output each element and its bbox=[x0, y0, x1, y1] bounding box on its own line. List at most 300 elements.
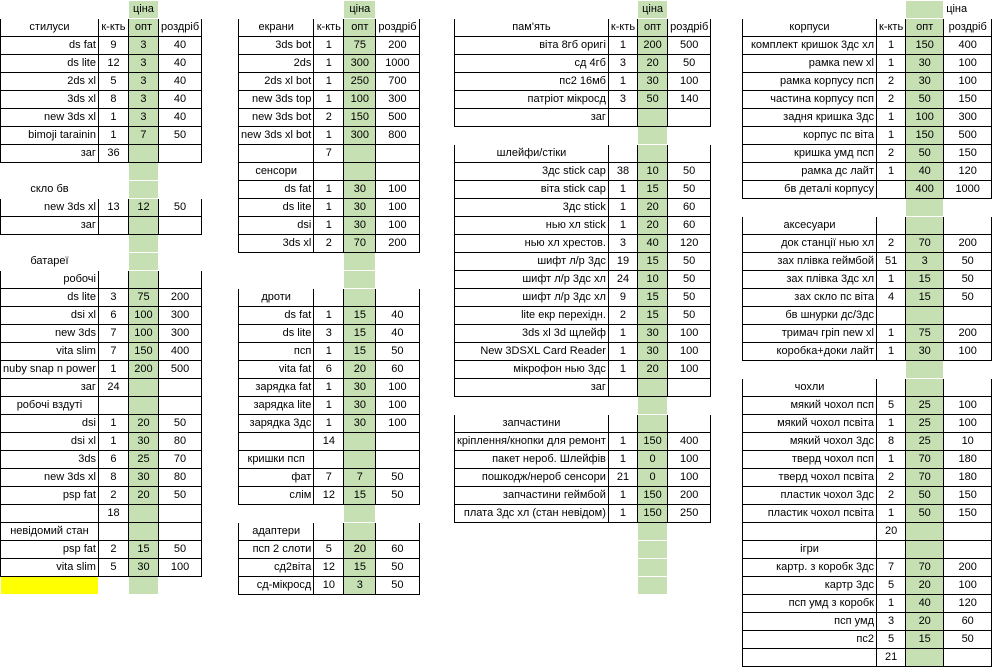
retail-cell[interactable] bbox=[668, 523, 711, 541]
wholesale-cell[interactable] bbox=[638, 415, 668, 433]
column-header[interactable]: роздріб bbox=[668, 19, 711, 37]
quantity-cell[interactable] bbox=[608, 109, 637, 127]
wholesale-cell[interactable]: 15 bbox=[128, 541, 158, 559]
quantity-cell[interactable]: 3 bbox=[608, 235, 637, 253]
item-name-cell[interactable]: рамка дс лайт bbox=[743, 163, 877, 181]
empty-cell[interactable] bbox=[455, 1, 609, 19]
retail-cell[interactable]: 300 bbox=[158, 307, 201, 325]
price-label[interactable]: ціна bbox=[344, 1, 376, 19]
wholesale-cell[interactable] bbox=[128, 271, 158, 289]
quantity-cell[interactable]: 1 bbox=[608, 343, 637, 361]
quantity-cell[interactable]: 9 bbox=[608, 289, 637, 307]
item-name-cell[interactable]: фат bbox=[239, 469, 314, 487]
item-name-cell[interactable]: зарядка 3дс bbox=[239, 415, 314, 433]
wholesale-cell[interactable]: 50 bbox=[906, 145, 944, 163]
retail-cell[interactable]: 100 bbox=[944, 343, 992, 361]
wholesale-cell[interactable] bbox=[638, 577, 668, 595]
item-name-cell[interactable]: ds fat bbox=[1, 37, 99, 55]
retail-cell[interactable]: 50 bbox=[668, 163, 711, 181]
quantity-cell[interactable]: 1 bbox=[608, 37, 637, 55]
wholesale-cell[interactable]: 12 bbox=[128, 199, 158, 217]
wholesale-cell[interactable]: 30 bbox=[344, 415, 376, 433]
quantity-cell[interactable]: 1 bbox=[877, 271, 906, 289]
quantity-cell[interactable] bbox=[608, 577, 637, 595]
item-name-cell[interactable] bbox=[455, 523, 609, 541]
retail-cell[interactable]: 50 bbox=[376, 577, 419, 595]
wholesale-cell[interactable] bbox=[638, 127, 668, 145]
retail-cell[interactable] bbox=[376, 253, 419, 271]
wholesale-cell[interactable]: 20 bbox=[906, 613, 944, 631]
retail-cell[interactable]: 40 bbox=[158, 73, 201, 91]
wholesale-cell[interactable]: 15 bbox=[906, 271, 944, 289]
retail-cell[interactable]: 1000 bbox=[376, 55, 419, 73]
wholesale-cell[interactable]: 50 bbox=[638, 91, 668, 109]
quantity-cell[interactable]: 6 bbox=[98, 451, 128, 469]
item-name-cell[interactable]: ігри bbox=[743, 541, 877, 559]
retail-cell[interactable]: 100 bbox=[668, 325, 711, 343]
wholesale-cell[interactable]: 0 bbox=[638, 469, 668, 487]
retail-cell[interactable]: 500 bbox=[158, 361, 201, 379]
item-name-cell[interactable]: нью хл хрестов. bbox=[455, 235, 609, 253]
wholesale-cell[interactable]: 30 bbox=[128, 469, 158, 487]
item-name-cell[interactable]: корпус пс віта bbox=[743, 127, 877, 145]
quantity-cell[interactable] bbox=[608, 541, 637, 559]
retail-cell[interactable]: 100 bbox=[668, 343, 711, 361]
item-name-cell[interactable]: заг bbox=[1, 145, 99, 163]
quantity-cell[interactable]: 8 bbox=[98, 469, 128, 487]
retail-cell[interactable]: 50 bbox=[158, 487, 201, 505]
wholesale-cell[interactable] bbox=[344, 289, 376, 307]
wholesale-cell[interactable] bbox=[906, 217, 944, 235]
quantity-cell[interactable]: 1 bbox=[608, 325, 637, 343]
retail-cell[interactable]: 150 bbox=[944, 505, 992, 523]
wholesale-cell[interactable]: 30 bbox=[906, 343, 944, 361]
quantity-cell[interactable]: 10 bbox=[314, 577, 344, 595]
retail-cell[interactable]: 70 bbox=[158, 451, 201, 469]
retail-cell[interactable] bbox=[944, 541, 992, 559]
item-name-cell[interactable]: dsi bbox=[239, 217, 314, 235]
item-name-cell[interactable] bbox=[239, 505, 314, 523]
quantity-cell[interactable]: 21 bbox=[608, 469, 637, 487]
item-name-cell[interactable]: рамка корпусу псп bbox=[743, 73, 877, 91]
item-name-cell[interactable]: зарядка fat bbox=[239, 379, 314, 397]
item-name-cell[interactable]: psp fat bbox=[1, 487, 99, 505]
retail-cell[interactable]: 50 bbox=[668, 289, 711, 307]
retail-cell[interactable]: 700 bbox=[376, 73, 419, 91]
wholesale-cell[interactable]: 50 bbox=[906, 487, 944, 505]
item-name-cell[interactable]: запчастини bbox=[455, 415, 609, 433]
wholesale-cell[interactable]: 40 bbox=[906, 163, 944, 181]
retail-cell[interactable]: 400 bbox=[158, 343, 201, 361]
retail-cell[interactable]: 50 bbox=[376, 469, 419, 487]
retail-cell[interactable] bbox=[668, 415, 711, 433]
wholesale-cell[interactable]: 300 bbox=[344, 55, 376, 73]
empty-cell[interactable] bbox=[877, 1, 906, 19]
wholesale-cell[interactable] bbox=[906, 199, 944, 217]
wholesale-cell[interactable]: 50 bbox=[906, 91, 944, 109]
quantity-cell[interactable] bbox=[877, 199, 906, 217]
quantity-cell[interactable]: 4 bbox=[877, 289, 906, 307]
quantity-cell[interactable]: 36 bbox=[98, 145, 128, 163]
wholesale-cell[interactable] bbox=[128, 577, 158, 595]
quantity-cell[interactable] bbox=[877, 181, 906, 199]
retail-cell[interactable]: 400 bbox=[944, 37, 992, 55]
wholesale-cell[interactable] bbox=[344, 271, 376, 289]
quantity-cell[interactable]: 1 bbox=[314, 415, 344, 433]
item-name-cell[interactable]: невідомий стан bbox=[1, 523, 99, 541]
wholesale-cell[interactable]: 7 bbox=[344, 469, 376, 487]
column-header[interactable]: опт bbox=[128, 19, 158, 37]
empty-cell[interactable] bbox=[158, 1, 201, 19]
item-name-cell[interactable]: шифт л/р 3дс хл bbox=[455, 271, 609, 289]
item-name-cell[interactable]: new 3ds xl bbox=[1, 109, 99, 127]
item-name-cell[interactable]: New 3DSXL Card Reader bbox=[455, 343, 609, 361]
wholesale-cell[interactable]: 150 bbox=[344, 109, 376, 127]
wholesale-cell[interactable] bbox=[906, 361, 944, 379]
quantity-cell[interactable]: 8 bbox=[98, 91, 128, 109]
quantity-cell[interactable]: 1 bbox=[314, 307, 344, 325]
item-name-cell[interactable]: new 3ds bbox=[1, 325, 99, 343]
quantity-cell[interactable] bbox=[608, 127, 637, 145]
quantity-cell[interactable]: 1 bbox=[608, 181, 637, 199]
retail-cell[interactable]: 300 bbox=[158, 325, 201, 343]
item-name-cell[interactable]: кріплення/кнопки для ремонт bbox=[455, 433, 609, 451]
retail-cell[interactable]: 100 bbox=[668, 361, 711, 379]
retail-cell[interactable]: 50 bbox=[376, 343, 419, 361]
retail-cell[interactable] bbox=[158, 271, 201, 289]
item-name-cell[interactable]: шифт л/р 3дс bbox=[455, 253, 609, 271]
wholesale-cell[interactable]: 3 bbox=[128, 91, 158, 109]
wholesale-cell[interactable]: 10 bbox=[638, 163, 668, 181]
retail-cell[interactable]: 80 bbox=[158, 433, 201, 451]
wholesale-cell[interactable]: 15 bbox=[344, 343, 376, 361]
empty-cell[interactable] bbox=[239, 1, 314, 19]
wholesale-cell[interactable]: 3 bbox=[128, 55, 158, 73]
item-name-cell[interactable] bbox=[239, 433, 314, 451]
item-name-cell[interactable]: 3дс stick bbox=[455, 199, 609, 217]
item-name-cell[interactable] bbox=[1, 505, 99, 523]
wholesale-cell[interactable]: 0 bbox=[638, 451, 668, 469]
retail-cell[interactable] bbox=[944, 361, 992, 379]
item-name-cell[interactable]: 3ds xl bbox=[239, 235, 314, 253]
quantity-cell[interactable]: 13 bbox=[98, 199, 128, 217]
quantity-cell[interactable] bbox=[608, 415, 637, 433]
wholesale-cell[interactable]: 200 bbox=[638, 37, 668, 55]
quantity-cell[interactable]: 2 bbox=[877, 487, 906, 505]
quantity-cell[interactable]: 1 bbox=[877, 595, 906, 613]
retail-cell[interactable]: 50 bbox=[668, 55, 711, 73]
wholesale-cell[interactable]: 15 bbox=[906, 631, 944, 649]
quantity-cell[interactable]: 1 bbox=[314, 217, 344, 235]
quantity-cell[interactable] bbox=[98, 163, 128, 181]
retail-cell[interactable]: 80 bbox=[158, 469, 201, 487]
item-name-cell[interactable]: бв шнурки дс/3дс bbox=[743, 307, 877, 325]
item-name-cell[interactable] bbox=[455, 577, 609, 595]
wholesale-cell[interactable] bbox=[128, 181, 158, 199]
retail-cell[interactable]: 40 bbox=[158, 91, 201, 109]
quantity-cell[interactable]: 1 bbox=[608, 73, 637, 91]
column-header[interactable]: опт bbox=[906, 19, 944, 37]
item-name-cell[interactable]: зах скло пс віта bbox=[743, 289, 877, 307]
quantity-cell[interactable]: 2 bbox=[98, 487, 128, 505]
quantity-cell[interactable] bbox=[98, 181, 128, 199]
item-name-cell[interactable]: заг bbox=[455, 109, 609, 127]
item-name-cell[interactable]: віта stick cap bbox=[455, 181, 609, 199]
retail-cell[interactable]: 50 bbox=[376, 559, 419, 577]
retail-cell[interactable]: 100 bbox=[668, 73, 711, 91]
wholesale-cell[interactable]: 30 bbox=[344, 379, 376, 397]
item-name-cell[interactable]: 2ds xl bbox=[1, 73, 99, 91]
quantity-cell[interactable] bbox=[98, 271, 128, 289]
wholesale-cell[interactable] bbox=[638, 523, 668, 541]
quantity-cell[interactable]: 1 bbox=[314, 55, 344, 73]
retail-cell[interactable] bbox=[158, 379, 201, 397]
retail-cell[interactable] bbox=[944, 307, 992, 325]
item-name-cell[interactable]: сд2віта bbox=[239, 559, 314, 577]
column-header[interactable]: роздріб bbox=[158, 19, 201, 37]
item-name-cell[interactable]: ds lite bbox=[1, 289, 99, 307]
retail-cell[interactable] bbox=[376, 163, 419, 181]
wholesale-cell[interactable] bbox=[638, 397, 668, 415]
item-name-cell[interactable]: батареї bbox=[30, 255, 69, 267]
item-name-cell[interactable]: psp fat bbox=[1, 541, 99, 559]
retail-cell[interactable]: 250 bbox=[668, 505, 711, 523]
retail-cell[interactable]: 200 bbox=[944, 325, 992, 343]
wholesale-cell[interactable]: 25 bbox=[906, 415, 944, 433]
wholesale-cell[interactable] bbox=[128, 397, 158, 415]
item-name-cell[interactable]: зарядка lite bbox=[239, 397, 314, 415]
wholesale-cell[interactable]: 15 bbox=[344, 325, 376, 343]
quantity-cell[interactable]: 12 bbox=[314, 559, 344, 577]
quantity-cell[interactable] bbox=[314, 271, 344, 289]
quantity-cell[interactable]: 1 bbox=[98, 415, 128, 433]
retail-cell[interactable] bbox=[158, 235, 201, 253]
empty-cell[interactable] bbox=[376, 1, 419, 19]
retail-cell[interactable]: 50 bbox=[158, 127, 201, 145]
wholesale-cell[interactable]: 75 bbox=[906, 325, 944, 343]
wholesale-cell[interactable]: 15 bbox=[344, 559, 376, 577]
quantity-cell[interactable] bbox=[608, 523, 637, 541]
item-name-cell[interactable]: частина корпусу псп bbox=[743, 91, 877, 109]
retail-cell[interactable]: 50 bbox=[668, 307, 711, 325]
column-header[interactable]: роздріб bbox=[944, 19, 992, 37]
quantity-cell[interactable] bbox=[314, 289, 344, 307]
item-name-cell[interactable]: пс2 16мб bbox=[455, 73, 609, 91]
item-name-cell[interactable]: сд-мікросд bbox=[239, 577, 314, 595]
wholesale-cell[interactable]: 15 bbox=[344, 307, 376, 325]
item-name-cell[interactable]: робочі bbox=[1, 271, 99, 289]
retail-cell[interactable]: 500 bbox=[944, 127, 992, 145]
retail-cell[interactable]: 100 bbox=[944, 397, 992, 415]
retail-cell[interactable]: 100 bbox=[668, 469, 711, 487]
quantity-cell[interactable]: 2 bbox=[314, 235, 344, 253]
retail-cell[interactable]: 120 bbox=[944, 595, 992, 613]
item-name-cell[interactable] bbox=[455, 397, 609, 415]
retail-cell[interactable]: 100 bbox=[944, 55, 992, 73]
wholesale-cell[interactable]: 150 bbox=[638, 487, 668, 505]
wholesale-cell[interactable] bbox=[128, 235, 158, 253]
empty-cell[interactable] bbox=[1, 1, 99, 19]
retail-cell[interactable]: 60 bbox=[376, 541, 419, 559]
retail-cell[interactable] bbox=[668, 145, 711, 163]
quantity-cell[interactable]: 1 bbox=[608, 487, 637, 505]
quantity-cell[interactable]: 51 bbox=[877, 253, 906, 271]
item-name-cell[interactable]: 3ds xl 3d щлейф bbox=[455, 325, 609, 343]
column-header[interactable]: корпуси bbox=[743, 19, 877, 37]
wholesale-cell[interactable]: 30 bbox=[128, 559, 158, 577]
item-name-cell[interactable]: шлейфи/стіки bbox=[455, 145, 609, 163]
retail-cell[interactable]: 40 bbox=[376, 325, 419, 343]
quantity-cell[interactable]: 1 bbox=[877, 415, 906, 433]
quantity-cell[interactable]: 8 bbox=[877, 433, 906, 451]
wholesale-cell[interactable] bbox=[128, 505, 158, 523]
retail-cell[interactable] bbox=[158, 253, 201, 271]
quantity-cell[interactable]: 1 bbox=[608, 199, 637, 217]
wholesale-cell[interactable] bbox=[128, 163, 158, 181]
item-name-cell[interactable]: мякий чохол псвіта bbox=[743, 415, 877, 433]
wholesale-cell[interactable] bbox=[128, 217, 158, 235]
wholesale-cell[interactable]: 200 bbox=[128, 361, 158, 379]
wholesale-cell[interactable]: 20 bbox=[128, 415, 158, 433]
retail-cell[interactable] bbox=[376, 451, 419, 469]
quantity-cell[interactable]: 3 bbox=[314, 325, 344, 343]
empty-cell[interactable] bbox=[608, 1, 637, 19]
item-name-cell[interactable]: зах плівка геймбой bbox=[743, 253, 877, 271]
wholesale-cell[interactable]: 15 bbox=[906, 289, 944, 307]
item-name-cell[interactable]: заг bbox=[1, 379, 99, 397]
wholesale-cell[interactable]: 150 bbox=[906, 37, 944, 55]
wholesale-cell[interactable]: 40 bbox=[638, 235, 668, 253]
quantity-cell[interactable] bbox=[608, 145, 637, 163]
item-name-cell[interactable]: bimoji tarainin bbox=[1, 127, 99, 145]
quantity-cell[interactable]: 1 bbox=[314, 37, 344, 55]
item-name-cell[interactable]: new 3ds top bbox=[239, 91, 314, 109]
column-header[interactable]: стилуси bbox=[1, 19, 99, 37]
retail-cell[interactable]: 300 bbox=[944, 109, 992, 127]
quantity-cell[interactable]: 20 bbox=[877, 523, 906, 541]
wholesale-cell[interactable]: 30 bbox=[906, 55, 944, 73]
quantity-cell[interactable]: 1 bbox=[608, 217, 637, 235]
retail-cell[interactable]: 50 bbox=[944, 289, 992, 307]
quantity-cell[interactable]: 7 bbox=[314, 145, 344, 163]
quantity-cell[interactable]: 1 bbox=[98, 361, 128, 379]
wholesale-cell[interactable]: 300 bbox=[344, 127, 376, 145]
item-name-cell[interactable]: 2ds bbox=[239, 55, 314, 73]
quantity-cell[interactable]: 3 bbox=[877, 613, 906, 631]
quantity-cell[interactable]: 5 bbox=[877, 631, 906, 649]
empty-cell[interactable] bbox=[906, 1, 944, 19]
quantity-cell[interactable]: 1 bbox=[608, 433, 637, 451]
quantity-cell[interactable]: 7 bbox=[98, 325, 128, 343]
wholesale-cell[interactable]: 30 bbox=[344, 217, 376, 235]
item-name-cell[interactable]: адаптери bbox=[239, 523, 314, 541]
quantity-cell[interactable]: 1 bbox=[877, 343, 906, 361]
item-name-cell[interactable]: чохли bbox=[743, 379, 877, 397]
retail-cell[interactable]: 1000 bbox=[944, 181, 992, 199]
item-name-cell[interactable]: псп умд bbox=[743, 613, 877, 631]
quantity-cell[interactable] bbox=[98, 235, 128, 253]
wholesale-cell[interactable] bbox=[344, 505, 376, 523]
item-name-cell[interactable] bbox=[239, 145, 314, 163]
empty-cell[interactable] bbox=[743, 1, 877, 19]
quantity-cell[interactable]: 2 bbox=[877, 91, 906, 109]
item-name-cell[interactable]: new 3ds xl bbox=[1, 199, 99, 217]
item-name-cell[interactable]: пошкодж/нероб сенсори bbox=[455, 469, 609, 487]
wholesale-cell[interactable]: 100 bbox=[344, 91, 376, 109]
item-name-cell[interactable]: коробка+доки лайт bbox=[743, 343, 877, 361]
item-name-cell[interactable]: псп bbox=[239, 343, 314, 361]
wholesale-cell[interactable] bbox=[906, 379, 944, 397]
column-header[interactable]: опт bbox=[344, 19, 376, 37]
quantity-cell[interactable]: 21 bbox=[877, 649, 906, 667]
retail-cell[interactable] bbox=[944, 199, 992, 217]
quantity-cell[interactable] bbox=[98, 397, 128, 415]
item-name-cell[interactable]: сд 4гб bbox=[455, 55, 609, 73]
quantity-cell[interactable]: 1 bbox=[98, 109, 128, 127]
item-name-cell[interactable]: dsi xl bbox=[1, 433, 99, 451]
wholesale-cell[interactable]: 40 bbox=[906, 595, 944, 613]
quantity-cell[interactable]: 1 bbox=[608, 505, 637, 523]
retail-cell[interactable] bbox=[158, 523, 201, 541]
wholesale-cell[interactable] bbox=[638, 541, 668, 559]
retail-cell[interactable]: 200 bbox=[158, 289, 201, 307]
item-name-cell[interactable]: пластик чохол 3дс bbox=[743, 487, 877, 505]
quantity-cell[interactable]: 2 bbox=[877, 73, 906, 91]
wholesale-cell[interactable]: 70 bbox=[906, 451, 944, 469]
item-name-cell[interactable]: заг bbox=[1, 217, 99, 235]
wholesale-cell[interactable]: 50 bbox=[906, 505, 944, 523]
item-name-cell[interactable]: псп 2 слоти bbox=[239, 541, 314, 559]
item-name-cell[interactable]: ds lite bbox=[239, 199, 314, 217]
column-header[interactable]: к-кть bbox=[877, 19, 906, 37]
quantity-cell[interactable]: 1 bbox=[314, 199, 344, 217]
item-name-cell[interactable] bbox=[1, 163, 99, 181]
price-label[interactable]: ціна bbox=[946, 3, 968, 15]
retail-cell[interactable]: 50 bbox=[668, 271, 711, 289]
retail-cell[interactable] bbox=[668, 541, 711, 559]
wholesale-cell[interactable]: 70 bbox=[906, 469, 944, 487]
quantity-cell[interactable] bbox=[877, 361, 906, 379]
retail-cell[interactable] bbox=[376, 271, 419, 289]
item-name-cell[interactable]: бв деталі корпусу bbox=[743, 181, 877, 199]
quantity-cell[interactable]: 1 bbox=[877, 127, 906, 145]
retail-cell[interactable]: 50 bbox=[158, 415, 201, 433]
retail-cell[interactable]: 150 bbox=[944, 145, 992, 163]
quantity-cell[interactable]: 1 bbox=[314, 397, 344, 415]
quantity-cell[interactable]: 3 bbox=[98, 289, 128, 307]
wholesale-cell[interactable]: 25 bbox=[906, 397, 944, 415]
retail-cell[interactable]: 100 bbox=[944, 73, 992, 91]
quantity-cell[interactable] bbox=[877, 307, 906, 325]
quantity-cell[interactable]: 1 bbox=[98, 433, 128, 451]
retail-cell[interactable]: 400 bbox=[668, 433, 711, 451]
retail-cell[interactable] bbox=[158, 505, 201, 523]
item-name-cell[interactable]: нью хл stick bbox=[455, 217, 609, 235]
item-name-cell[interactable] bbox=[1, 235, 99, 253]
quantity-cell[interactable] bbox=[608, 379, 637, 397]
wholesale-cell[interactable]: 20 bbox=[638, 199, 668, 217]
item-name-cell[interactable]: слім bbox=[239, 487, 314, 505]
quantity-cell[interactable]: 2 bbox=[608, 307, 637, 325]
retail-cell[interactable]: 100 bbox=[376, 199, 419, 217]
retail-cell[interactable] bbox=[158, 397, 201, 415]
column-header[interactable]: к-кть bbox=[608, 19, 637, 37]
retail-cell[interactable] bbox=[668, 127, 711, 145]
item-name-cell[interactable]: робочі вздуті bbox=[1, 397, 99, 415]
item-name-cell[interactable]: патріот мікросд bbox=[455, 91, 609, 109]
empty-cell[interactable] bbox=[314, 1, 344, 19]
quantity-cell[interactable]: 38 bbox=[608, 163, 637, 181]
